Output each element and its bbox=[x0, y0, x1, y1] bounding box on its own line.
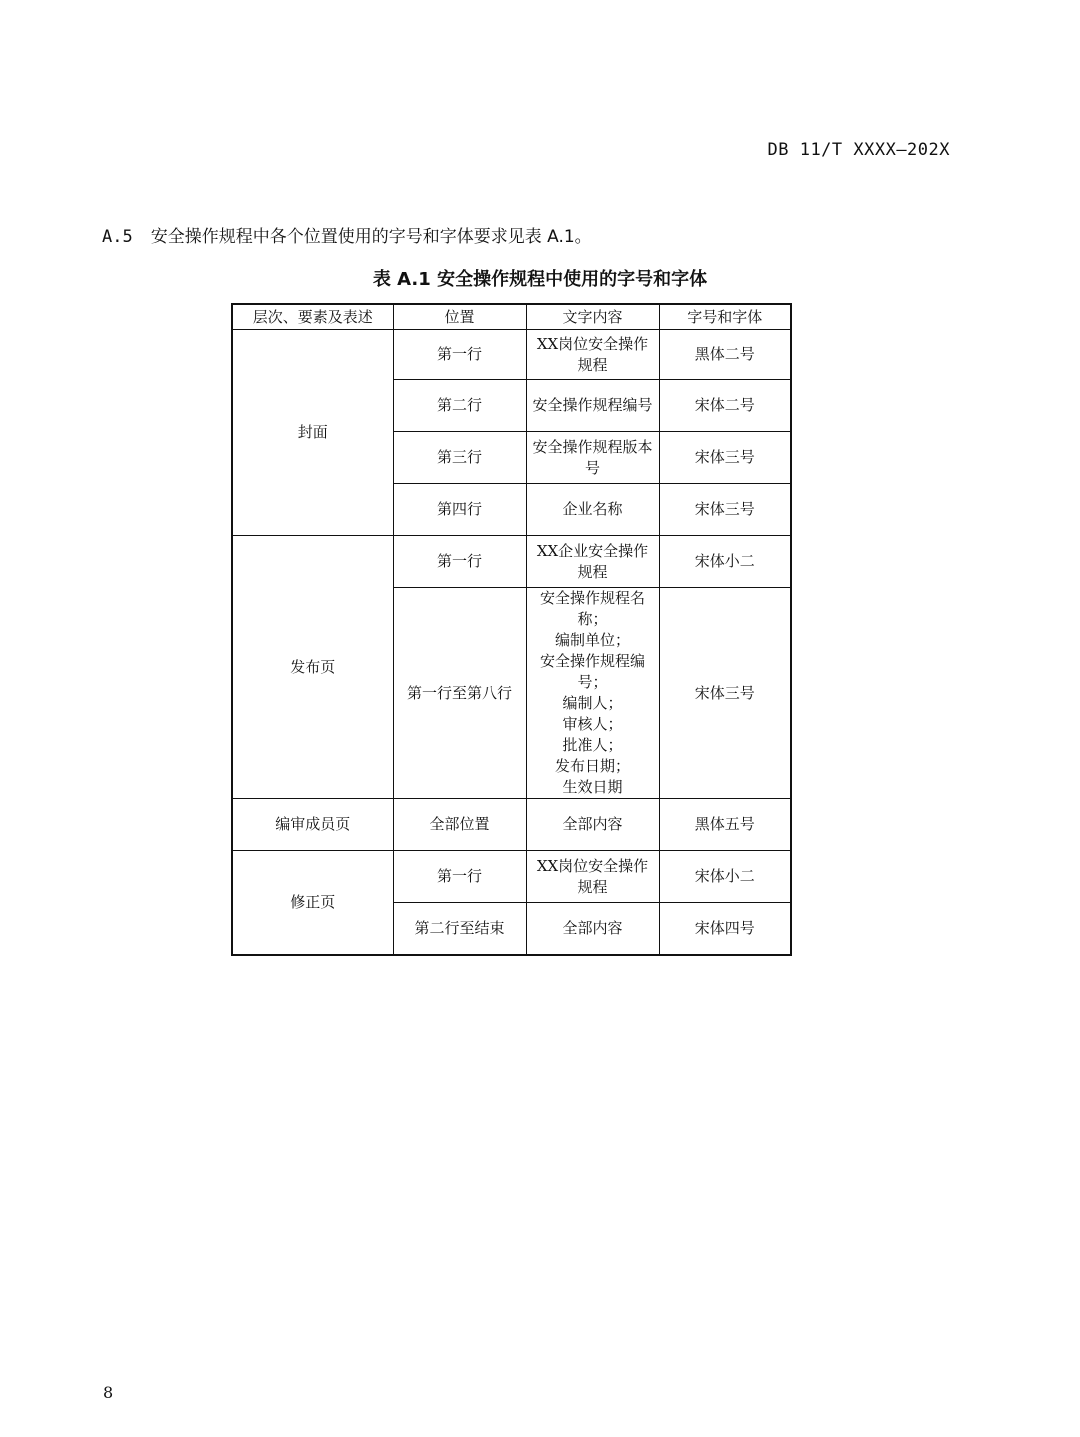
cell-content: 全部内容 bbox=[526, 799, 659, 851]
cell-position: 第一行 bbox=[393, 851, 526, 903]
table-row bbox=[232, 330, 791, 380]
content-line: 编制人； bbox=[562, 694, 623, 712]
header-font: 字号和字体 bbox=[659, 304, 791, 330]
cell-content: 全部内容 bbox=[526, 903, 659, 955]
table-row bbox=[232, 799, 791, 851]
group-revision-label: 修正页 bbox=[232, 851, 393, 955]
cell-position: 第四行 bbox=[393, 484, 526, 536]
table-row bbox=[232, 851, 791, 903]
cell-font: 黑体二号 bbox=[659, 330, 791, 380]
content-line: 安全操作规程编号； bbox=[539, 652, 645, 691]
content-line: 审核人； bbox=[562, 715, 623, 733]
section-paragraph bbox=[102, 222, 592, 247]
cell-position: 第一行 bbox=[393, 330, 526, 380]
table-title: 表 A.1 安全操作规程中使用的字号和字体 bbox=[372, 269, 708, 290]
cell-content: 企业名称 bbox=[526, 484, 659, 536]
group-cover-label: 封面 bbox=[232, 330, 393, 536]
header-content: 文字内容 bbox=[526, 304, 659, 330]
cell-content: 安全操作规程版本号 bbox=[526, 432, 659, 484]
cell-font: 宋体三号 bbox=[659, 484, 791, 536]
content-line: 生效日期 bbox=[562, 778, 623, 796]
group-release-label: 发布页 bbox=[232, 536, 393, 799]
cell-position: 全部位置 bbox=[393, 799, 526, 851]
cell-position: 第二行 bbox=[393, 380, 526, 432]
cell-position: 第二行至结束 bbox=[393, 903, 526, 955]
header-level: 层次、要素及表述 bbox=[232, 304, 393, 330]
cell-font: 黑体五号 bbox=[659, 799, 791, 851]
page-number: 8 bbox=[103, 1383, 114, 1402]
document-code: DB 11/T XXXX—202X bbox=[767, 140, 950, 160]
table-header-row bbox=[232, 304, 791, 330]
content-line: 安全操作规程名称； bbox=[539, 589, 645, 628]
cell-font: 宋体二号 bbox=[659, 380, 791, 432]
section-text: 安全操作规程中各个位置使用的字号和字体要求见表 A.1。 bbox=[150, 227, 592, 247]
group-members-label: 编审成员页 bbox=[232, 799, 393, 851]
font-spec-table bbox=[231, 303, 792, 956]
cell-content: XX企业安全操作规程 bbox=[526, 536, 659, 588]
cell-font: 宋体四号 bbox=[659, 903, 791, 955]
cell-content: XX岗位安全操作规程 bbox=[526, 851, 659, 903]
cell-font: 宋体三号 bbox=[659, 588, 791, 799]
cell-font: 宋体三号 bbox=[659, 432, 791, 484]
cell-content: XX岗位安全操作规程 bbox=[526, 330, 659, 380]
table-row bbox=[232, 536, 791, 588]
content-line: 编制单位； bbox=[554, 631, 630, 649]
cell-position: 第一行至第八行 bbox=[393, 588, 526, 799]
cell-content-list bbox=[526, 588, 659, 799]
header-position: 位置 bbox=[393, 304, 526, 330]
cell-font: 宋体小二 bbox=[659, 851, 791, 903]
cell-font: 宋体小二 bbox=[659, 536, 791, 588]
cell-position: 第三行 bbox=[393, 432, 526, 484]
content-line: 发布日期； bbox=[554, 757, 630, 775]
cell-content: 安全操作规程编号 bbox=[526, 380, 659, 432]
cell-position: 第一行 bbox=[393, 536, 526, 588]
content-line: 批准人； bbox=[562, 736, 623, 754]
section-number: A.5 bbox=[102, 227, 133, 247]
